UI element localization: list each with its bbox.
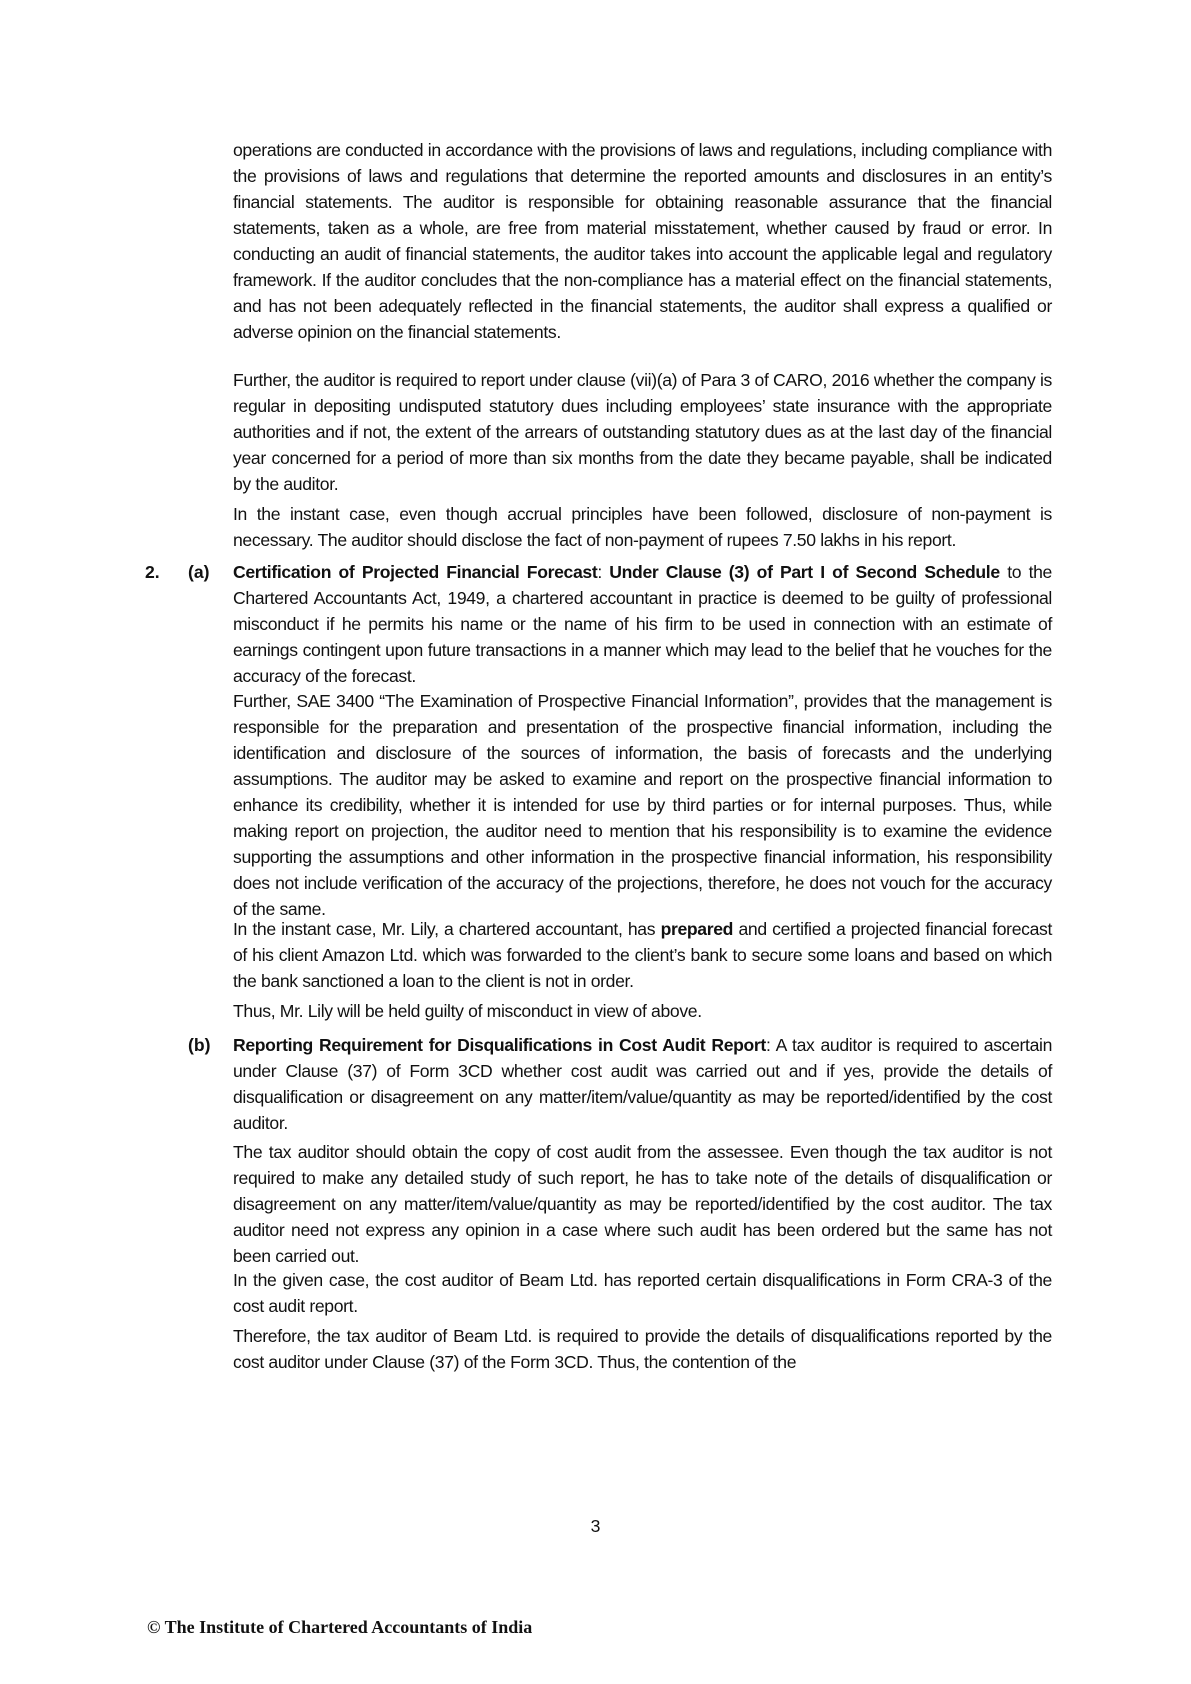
heading-certification: Certification of Projected Financial Forecast [233,562,598,582]
paragraph-2b-intro [233,1032,1052,1136]
heading-colon: : [597,562,610,582]
paragraph-mr-lily-conclusion: Thus, Mr. Lily will be held guilty of misconduct in view of above. [233,1001,702,1021]
paragraph-caro-reporting: Further, the auditor is required to report under clause (vii)(a) of Para 3 of CARO, 2016 whether the company is regular in depositing undisputed statutory dues including employees’ state insurance with the appropriate authorities and if not, the extent of the arrears of outstanding statutory dues as at the last day of the financial year concerned for a period of more than six months from the date they became payable, shall be indicated by the auditor. [233,370,1052,494]
paragraph-2a-intro [233,559,1052,689]
paragraph-instant-case: In the instant case, even though accrual principles have been followed, disclosure of non-payment is necessary. The auditor should disclose the fact of non-payment of rupees 7.50 lakhs in his report. [233,504,1052,550]
mr-lily-text-end: and certified a projected financial forecast of his client Amazon Ltd. which was forwarded to the client’s bank to secure some loans and based on which the bank sanctioned a loan to the client is not in order. [233,919,1052,991]
page-number: 3 [590,1516,601,1536]
heading-cost-audit: Reporting Requirement for Disqualifications in Cost Audit Report [233,1035,766,1055]
prepared-bold: prepared [660,919,734,939]
paragraph-beam-case: In the given case, the cost auditor of Beam Ltd. has reported certain disqualifications in Form CRA-3 of the cost audit report. [233,1270,1052,1316]
paragraph-tax-auditor: The tax auditor should obtain the copy of cost audit from the assessee. Even though the tax auditor is not required to make any detailed study of such report, he has to take note of the details of disqualification or disagreement on any matter/item/value/quantity as may be reported/identified by the cost auditor. The tax auditor need not express any opinion in a case where such audit has been ordered but the same has not been carried out. [233,1142,1052,1266]
paragraph-noncompliance: operations are conducted in accordance with the provisions of laws and regulations, including compliance with the provisions of laws and regulations that determine the reported amounts and disclosures in an entity’s financial statements. The auditor is responsible for obtaining reasonable assurance that the financial statements, taken as a whole, are free from material misstatement, whether caused by fraud or error. In conducting an audit of financial statements, the auditor takes into account the applicable legal and regulatory framework. If the auditor concludes that the non-compliance has a material effect on the financial statements, and has not been adequately reflected in the financial statements, the auditor shall express a qualified or adverse opinion on the financial statements. [233,140,1052,342]
footer-copyright: © The Institute of Chartered Accountants of India [147,1617,533,1637]
paragraph-2a-text: to the Chartered Accountants Act, 1949, a chartered accountant in practice is deemed to be guilty of professional misconduct if he permits his name or the name of his firm to be used in connection with an estimate of earnings contingent upon future transactions in a manner which may lead to the belief that he vouches for the accuracy of the forecast. [233,562,1052,686]
paragraph-mr-lily-case [233,916,1052,994]
paragraph-beam-conclusion: Therefore, the tax auditor of Beam Ltd. is required to provide the details of disqualifications reported by the cost auditor under Clause (37) of the Form 3CD. Thus, the contention of the [233,1326,1052,1372]
mr-lily-text-start: In the instant case, Mr. Lily, a chartered accountant, has [233,919,661,939]
paragraph-sae-3400: Further, SAE 3400 “The Examination of Prospective Financial Information”, provides that the management is responsible for the preparation and presentation of the prospective financial information, including the identification and disclosure of the sources of information, the basis of forecasts and the underlying assumptions. The auditor may be asked to examine and report on the prospective financial information to enhance its credibility, whether it is intended for use by third parties or for internal purposes. Thus, while making report on projection, the auditor need to mention that his responsibility is to examine the evidence supporting the assumptions and other information in the prospective financial information, his responsibility does not include verification of the accuracy of the projections, therefore, he does not vouch for the accuracy of the same. [233,691,1052,919]
question-number: 2. [145,562,160,582]
sub-question-a-label: (a) [188,562,210,582]
paragraph-2b-text: : A tax auditor is required to ascertain under Clause (37) of Form 3CD whether cost audit was carried out and if yes, provide the details of disqualification or disagreement on any matter/item/value/quantity as may be reported/identified by the cost auditor. [233,1035,1053,1133]
sub-question-b-label: (b) [188,1035,211,1055]
heading-clause: Under Clause (3) of Part I of Second Schedule [609,562,1000,582]
